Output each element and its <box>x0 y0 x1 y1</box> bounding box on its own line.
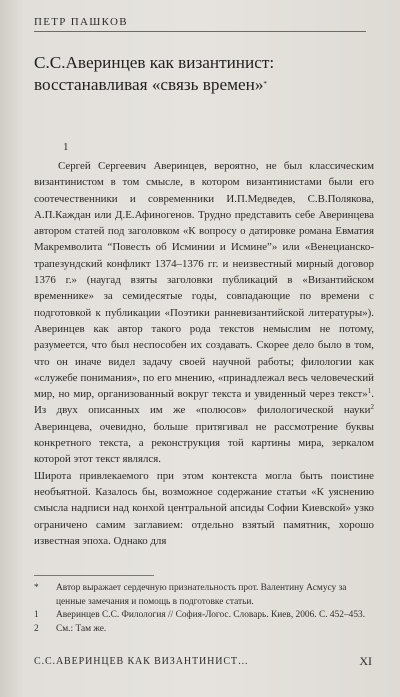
running-footer-title: С.С.АВЕРИНЦЕВ КАК ВИЗАНТИНИСТ… <box>34 656 249 667</box>
footnote-mark: * <box>34 583 39 593</box>
footnotes <box>34 582 374 636</box>
body-text <box>34 158 374 549</box>
title-footnote-mark: * <box>263 80 267 88</box>
footnote-rule <box>34 575 154 576</box>
page-number: XI <box>359 654 372 668</box>
paragraph-2: Широта привлекаемого при этом контекста могла быть поистине необъятной. Казалось бы, возможное содержание статьи «К уяснению смысла надписи над конхой центральной апсиды Софии Киевской» узко ограничено самим заглавием: отдельно взятый памятник, хорошо известная эпоха. Однако для <box>34 469 374 547</box>
running-header-author: ПЕТР ПАШКОВ <box>34 16 128 28</box>
footnote-1 <box>34 609 374 623</box>
footnote-mark: 2 <box>34 623 39 634</box>
footnote-text: Автор выражает сердечную признательность прот. Валентину Асмусу за ценные замечания и помощь в подготовке статьи. <box>56 583 347 607</box>
title-line-2-text: восстанавливая «связь времен» <box>34 75 264 94</box>
footnote-ref-1: 1 <box>367 387 372 396</box>
paragraph-1-part-c: Аверинцева, очевидно, больше притягивал не рассмотрение буквы конкретного текста, а реконструкция той картины мира, зеркалом которой этот текст являлся. <box>34 420 374 466</box>
article-title <box>34 52 374 96</box>
section-number: 1 <box>63 141 69 153</box>
paragraph-1-part-a: Сергей Сергеевич Аверинцев, вероятно, не был классическим византинистом в том смысле, в котором византинистами были его соотечественники и современники И.П.Медведев, С.В.Полякова, А.П.Каждан или Д.Е.Афиногенов. Трудно представить себе Аверинцева автором статей под заголовком «К вопросу о датировке романа Евматия Макремволита “Повесть об Исминии и Исмине”» или «Венецианско-трапезундский конфликт 1374–1376 гг. и неизвестный мирный договор 1376 г.» (наугад взяты заголовки публикаций в «Византийском временнике» за семидесятые годы, совпадающие по времени с подготовкой к публикации «Поэтики ранневизантийской литературы»). Аверинцев как автор такого рода текстов немыслим не потому, разумеется, что был неспособен их создавать. Скорее дело было в том, что он иначе видел задачу своей научной работы; филологии как «служебе понимания», по его мнению, «принадлежал весь человеческий мир, но мир, организованный вокруг текста и увиденный через текст» <box>34 160 374 401</box>
footnote-text: Аверинцев С.С. Филология // София-Логос. Словарь. Киев, 2006. С. 452–453. <box>56 610 366 620</box>
paragraph-1 <box>34 158 374 468</box>
footnote-2 <box>34 623 374 637</box>
title-line-2 <box>34 74 374 96</box>
footnote-ref-2: 2 <box>370 403 374 412</box>
footnote-mark: 1 <box>34 610 39 620</box>
footnote-star <box>34 582 374 609</box>
header-rule <box>34 31 366 32</box>
paragraph-1-part-b: . Из двух описанных им же «полюсов» филологической науки <box>34 388 374 417</box>
title-line-1: С.С.Аверинцев как византинист: <box>34 53 275 72</box>
footnote-text: См.: Там же. <box>56 623 107 634</box>
